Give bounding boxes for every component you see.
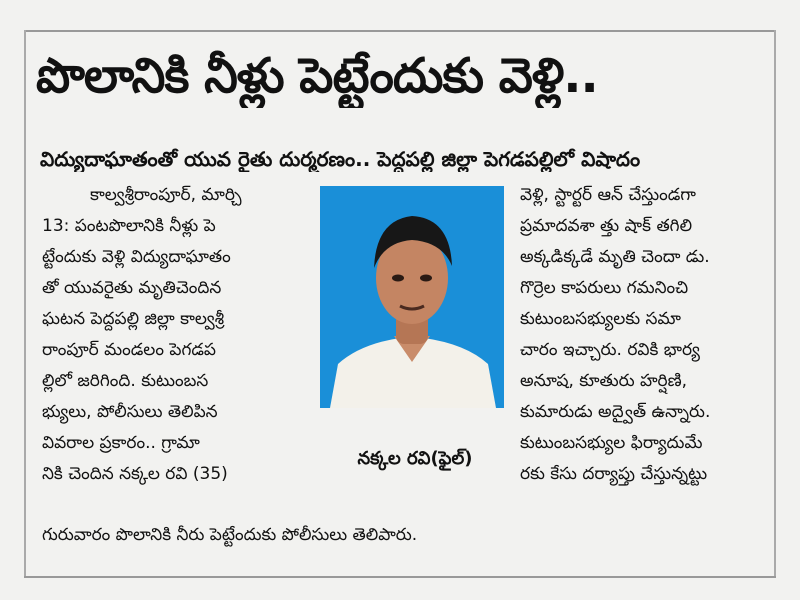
text-line: అక్కడిక్కడే మృతి చెందా డు. bbox=[520, 247, 710, 267]
text-line: వెళ్లి, స్టార్టర్ ఆన్ చేస్తుండగా bbox=[520, 185, 696, 205]
text-line: 13: పంటపొలానికి నీళ్లు పె bbox=[42, 216, 216, 236]
text-line: ల్లిలో జరిగింది. కుటుంబస bbox=[42, 371, 209, 391]
closing-line: గురువారం పొలానికి నీరు పెట్టేందుకు పోలీసులు తెలిపారు. bbox=[42, 525, 418, 545]
text-line: వివరాల ప్రకారం.. గ్రామా bbox=[42, 433, 200, 453]
bottom-border-rule bbox=[24, 576, 776, 578]
portrait-figure-icon bbox=[320, 186, 504, 408]
headline: పొలానికి నీళ్లు పెట్టేందుకు వెళ్లి.. bbox=[36, 48, 598, 104]
text-line: కాల్వశ్రీరాంపూర్, మార్చి bbox=[90, 185, 242, 205]
left-text-column bbox=[42, 180, 307, 490]
text-line: కుటుంబసభ్యుల ఫిర్యాదుమే bbox=[520, 433, 703, 453]
text-line: ప్రమాదవశా త్తు షాక్ తగిలి bbox=[520, 216, 693, 236]
top-border-rule bbox=[24, 30, 776, 32]
text-line: ఘటన పెద్దపల్లి జిల్లా కాల్వశ్రీ bbox=[42, 309, 225, 329]
text-line: రకు కేసు దర్యాప్తు చేస్తున్నట్టు bbox=[520, 464, 708, 484]
text-line: తో యువరైతు మృతిచెందిన bbox=[42, 278, 222, 298]
left-border-rule bbox=[24, 30, 26, 578]
right-text-column bbox=[520, 180, 775, 490]
text-line: నికి చెందిన నక్కల రవి (35) bbox=[42, 464, 228, 484]
text-line: ట్టేందుకు వెళ్లి విద్యుదాఘాతం bbox=[42, 247, 231, 267]
text-line: అనూష, కూతురు హర్షిణి, bbox=[520, 371, 688, 391]
text-line: చారం ఇచ్చారు. రవికి భార్య bbox=[520, 340, 700, 360]
photo-caption: నక్కల రవి(ఫైల్) bbox=[357, 448, 473, 469]
subheadline: విద్యుదాఘాతంతో యువ రైతు దుర్మరణం.. పెద్దపల్లి జిల్లా పెగడపల్లిలో విషాదం bbox=[40, 147, 641, 171]
text-line: భ్యులు, పోలీసులు తెలిపిన bbox=[42, 402, 218, 422]
text-line: కుమారుడు అద్వైత్ ఉన్నారు. bbox=[520, 402, 711, 422]
text-line: కుటుంబసభ్యులకు సమా bbox=[520, 309, 681, 329]
text-line: గొర్రెల కాపరులు గమనించి bbox=[520, 278, 689, 298]
portrait-photo bbox=[320, 186, 504, 408]
text-line: రాంపూర్ మండలం పెగడప bbox=[42, 340, 217, 360]
